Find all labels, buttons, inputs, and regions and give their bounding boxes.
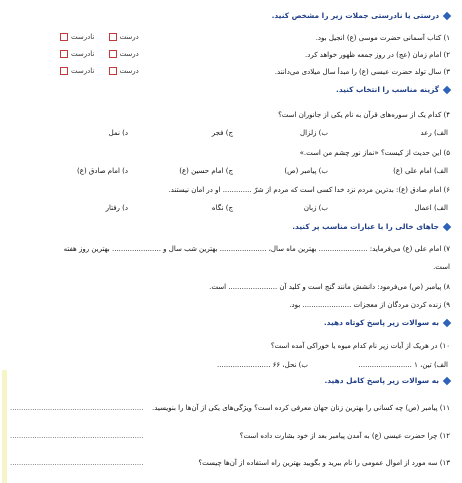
true-checkbox[interactable]	[109, 33, 117, 41]
mc-options-4	[26, 128, 448, 138]
section-header-fill-blank: جاهای خالی را با عبارات مناسب پر کنید.	[10, 222, 450, 232]
option-a[interactable]: الف) رعد	[420, 129, 448, 137]
option-a[interactable]: الف) اعمال	[414, 204, 448, 212]
answer-line-13[interactable]: ............................................................	[10, 459, 144, 467]
option-a[interactable]: الف) امام علی (ع)	[393, 167, 448, 175]
answer-b[interactable]: ب) نحل، ۶۶ ........................	[217, 361, 308, 369]
option-d[interactable]: د) امام صادق (ع)	[77, 167, 128, 175]
option-b[interactable]: ب) زبان	[303, 204, 328, 212]
section-header-full-answer: به سوالات زیر پاسخ کامل دهید.	[10, 376, 450, 386]
true-checkbox[interactable]	[109, 67, 117, 75]
option-c[interactable]: ج) فجر	[211, 129, 233, 137]
diamond-bullet-icon	[443, 319, 451, 327]
option-b[interactable]: ب) پیامبر (ص)	[284, 167, 328, 175]
tf-options-1: نادرست درست	[60, 33, 180, 41]
fill-question-7-end: است.	[433, 263, 450, 271]
section-header-short-answer: به سوالات زیر پاسخ کوتاه دهید.	[10, 318, 450, 328]
fill-question-7: ۷) امام علی (ع) می‌فرماید: ...................... بهترین ماه سال، ..................... بهترین شب سال و ...................... بهترین روز هفته	[63, 245, 450, 253]
option-d[interactable]: د) رفتار	[105, 204, 128, 212]
answer-line-12[interactable]: ............................................................	[10, 432, 144, 440]
tf-question-3: ۳) سال تولد حضرت عیسی (ع) را مبدأ سال میلادی می‌دانند.	[274, 68, 450, 76]
fill-question-8: ۸) پیامبر (ص) می‌فرمود: دانشش مانند گنج است و کلید آن ...................... است.	[209, 283, 450, 291]
short-answers-10	[26, 360, 448, 370]
false-checkbox[interactable]	[60, 67, 68, 75]
full-question-13: ۱۳) سه مورد از اموال عمومی را نام ببرید و بگویید بهترین راه استفاده از آن‌ها چیست؟	[198, 459, 450, 467]
diamond-bullet-icon	[443, 86, 451, 94]
tf-options-3: نادرست درست	[60, 67, 180, 75]
full-question-11: ۱۱) پیامبر (ص) چه کسانی را بهترین زنان جهان معرفی کرده است؟ ویژگی‌های یکی از آن‌ها را بنویسید.	[152, 404, 450, 412]
answer-a[interactable]: الف) تین، ۱ ........................	[358, 361, 448, 369]
fill-question-9: ۹) زنده کردن مردگان از معجزات ...................... بود.	[289, 301, 450, 309]
option-b[interactable]: ب) زلزال	[300, 129, 328, 137]
section-header-multiple-choice: گزینه مناسب را انتخاب کنید.	[10, 85, 450, 95]
full-question-12: ۱۲) چرا حضرت عیسی (ع) به آمدن پیامبر بعد از خود بشارت داده است؟	[239, 432, 450, 440]
mc-question-5: ۵) این حدیث از کیست؟ «نماز نور چشم من است.»	[299, 149, 450, 157]
option-c[interactable]: ج) امام حسین (ع)	[179, 167, 233, 175]
diamond-bullet-icon	[443, 223, 451, 231]
true-checkbox[interactable]	[109, 50, 117, 58]
mc-options-5	[26, 166, 448, 176]
mc-options-6	[26, 203, 448, 213]
tf-question-1: ۱) کتاب آسمانی حضرت موسی (ع) انجیل بود.	[315, 34, 450, 42]
tf-question-2: ۲) امام زمان (عج) در روز جمعه ظهور خواهد کرد.	[305, 51, 450, 59]
margin-highlight	[2, 370, 7, 483]
answer-line-11[interactable]: ............................................................	[10, 404, 144, 412]
short-question-10: ۱۰) در هریک از آیات زیر نام کدام میوه یا خوراکی آمده است؟	[270, 342, 450, 350]
mc-question-6: ۶) امام صادق (ع): بدترین مردم نزد خدا کسی است که مردم از شرّ ............. او در امان نیستند.	[168, 186, 450, 194]
tf-options-2: نادرست درست	[60, 50, 180, 58]
false-checkbox[interactable]	[60, 50, 68, 58]
diamond-bullet-icon	[443, 377, 451, 385]
false-checkbox[interactable]	[60, 33, 68, 41]
option-d[interactable]: د) نمل	[108, 129, 128, 137]
diamond-bullet-icon	[443, 12, 451, 20]
mc-question-4: ۴) کدام یک از سوره‌های قرآن به نام یکی از جانوران است؟	[278, 111, 450, 119]
option-c[interactable]: ج) نگاه	[211, 204, 233, 212]
section-header-true-false: درستی یا نادرستی جملات زیر را مشخص کنید.	[10, 11, 450, 21]
